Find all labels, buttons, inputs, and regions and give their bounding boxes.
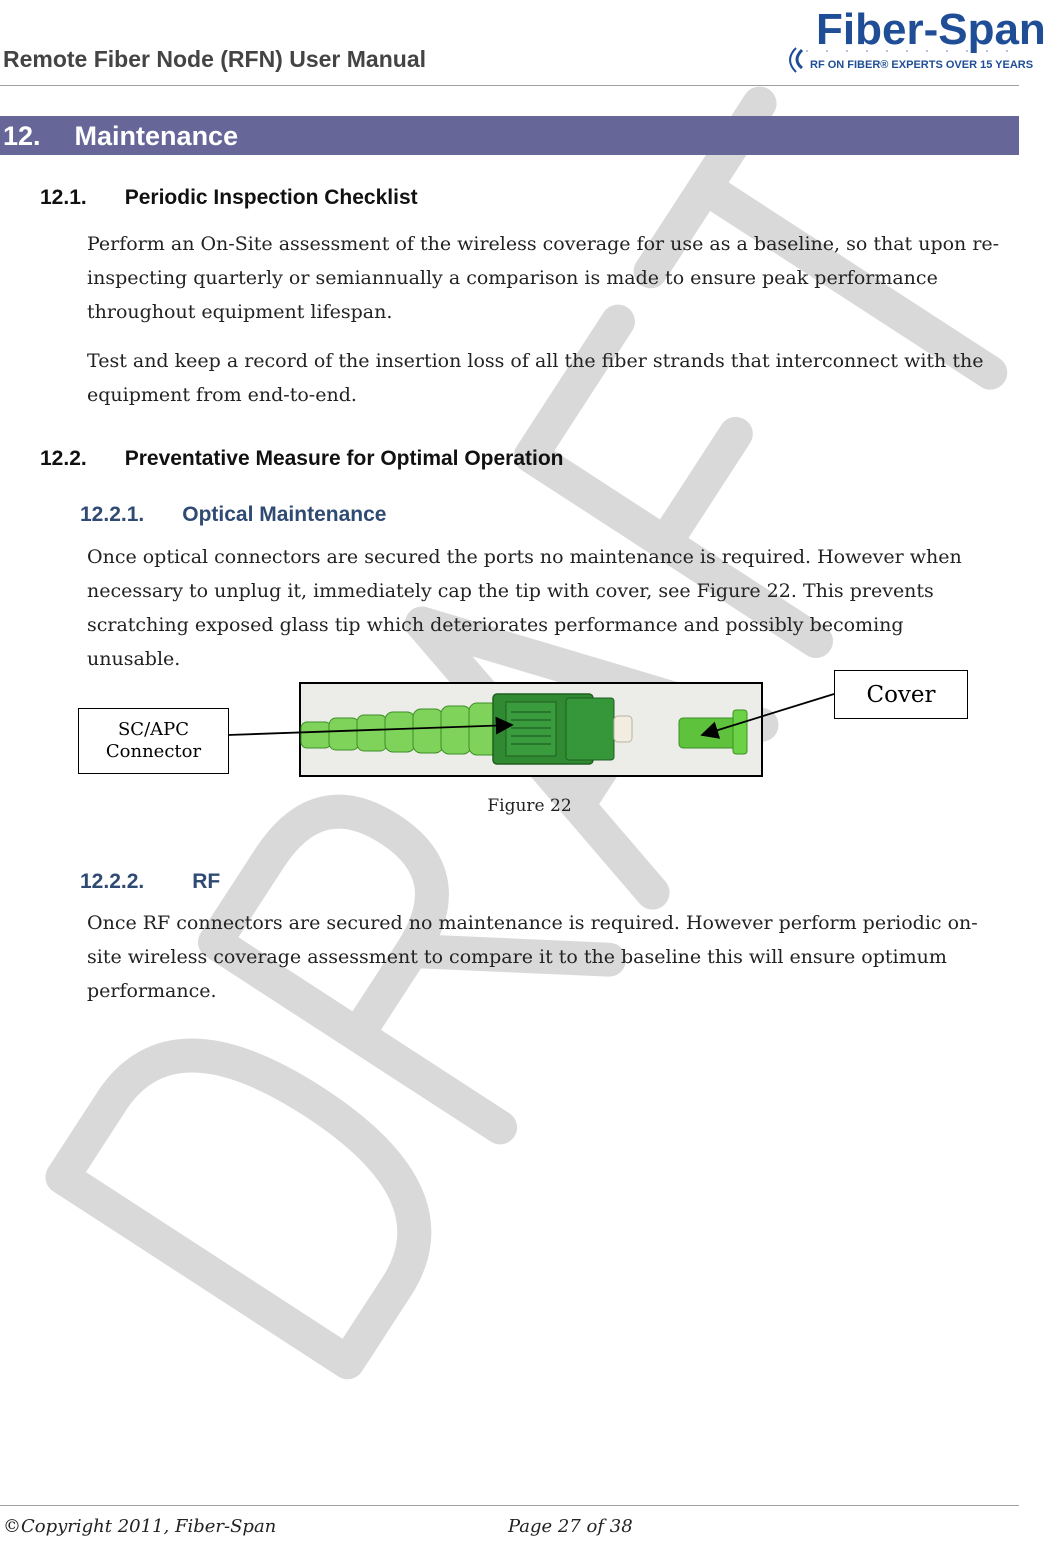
paragraph-baseline-assessment: Perform an On-Site assessment of the wireless coverage for use as a baseline, so that upon re- inspecting quarterly or semiannually a comparison is made to ensure peak performance throughout equipment lifespan. [87, 233, 1000, 323]
connector-callout-arrow [228, 725, 512, 735]
footer-copyright: ©Copyright 2011, Fiber-Span [3, 1516, 277, 1537]
subsection-title: Optical Maintenance [182, 503, 387, 526]
subsection-title: RF [192, 870, 221, 893]
subsection-title: Preventative Measure for Optimal Operation [124, 447, 564, 470]
footer-divider [0, 1505, 1019, 1506]
subsection-number: 12.2.2. [80, 870, 145, 893]
paragraph-optical-maintenance: Once optical connectors are secured the ports no maintenance is required. However when necessary to unplug it, immediately cap the tip with cover, see Figure 22. This prevents scratching exposed glass tip which deteriorates performance and possibly becoming unusable. [87, 546, 962, 670]
subsection-number: 12.2. [40, 447, 87, 470]
footer-page-number: Page 27 of 38 [508, 1516, 633, 1537]
subsection-number: 12.2.1. [80, 503, 145, 526]
section-number: 12. [3, 121, 41, 151]
section-title: Maintenance [74, 121, 239, 151]
svg-text:RF ON FIBER® EXPERTS OVER 15 Y: RF ON FIBER® EXPERTS OVER 15 YEARS [810, 59, 1034, 71]
figure-caption: Figure 22 [487, 796, 572, 816]
subsection-number: 12.1. [40, 186, 87, 209]
cover-label: Cover [834, 670, 968, 719]
sc-apc-connector-label: SC/APC Connector [78, 708, 229, 774]
svg-text:Fiber-Span: Fiber-Span [816, 5, 1046, 54]
document-header-title: Remote Fiber Node (RFN) User Manual [3, 46, 426, 72]
paragraph-rf-maintenance: Once RF connectors are secured no maintenance is required. However perform periodic on- site wireless coverage assessment to compare it to the baseline this will ensure optimum performance. [87, 912, 978, 1002]
subsection-title: Periodic Inspection Checklist [124, 186, 418, 209]
cover-callout-arrow [702, 694, 834, 735]
paragraph-insertion-loss: Test and keep a record of the insertion loss of all the fiber strands that interconnect with the equipment from end-to-end. [87, 350, 984, 406]
subsection-12-2-2-heading [80, 870, 220, 894]
